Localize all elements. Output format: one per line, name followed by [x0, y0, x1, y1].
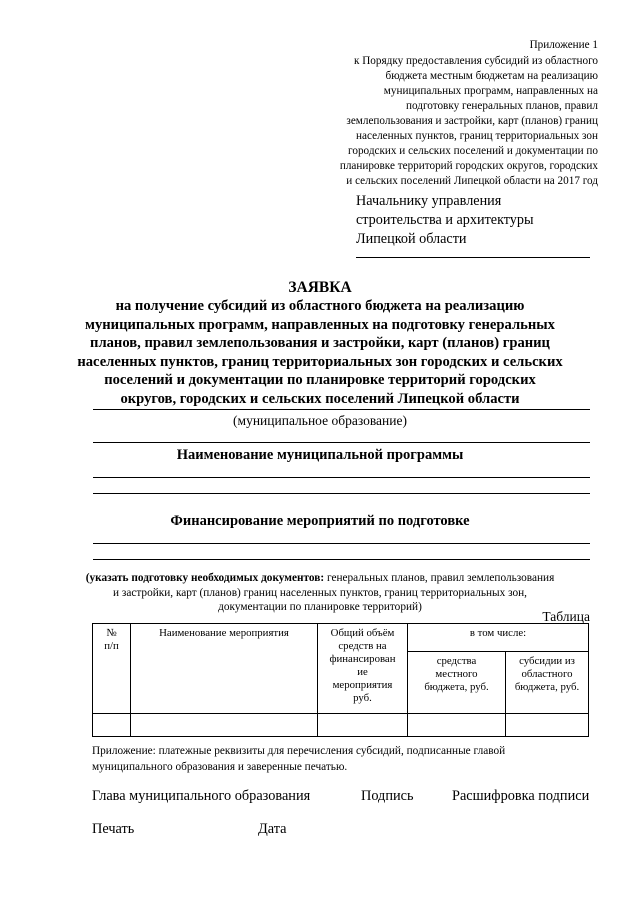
appendix-line: землепользования и застройки, карт (планов) границ — [346, 115, 598, 127]
addressee-line: Начальнику управления — [356, 193, 502, 209]
subtitle-line: округов, городских и сельских поселений Липецкой области — [120, 390, 520, 407]
appendix-line: планировке территорий городских округов, городских — [339, 160, 598, 172]
program-label: Наименование муниципальной программы — [176, 447, 464, 463]
appendix-line: и сельских поселений Липецкой области на 2017 год — [346, 175, 598, 187]
header-activity-name: Наименование мероприятия — [131, 624, 318, 714]
signature-decoding-label: Расшифровка подписи — [452, 788, 590, 804]
addressee-line: Липецкой области — [356, 231, 467, 247]
financing-field-line[interactable] — [93, 559, 590, 560]
table-row — [93, 714, 589, 737]
appendix-line: к Порядку предоставления субсидий из областного — [354, 55, 598, 67]
note-line — [80, 571, 560, 586]
subtitle-line: поселений и документации по планировке территорий городских — [104, 372, 536, 388]
appendix-line: населенных пунктов, границ территориальных зон — [356, 130, 598, 142]
appendix-header — [298, 38, 598, 189]
appendix-note — [92, 744, 505, 775]
table-cell[interactable] — [93, 714, 131, 737]
table-cell[interactable] — [131, 714, 318, 737]
documents-note — [80, 571, 560, 615]
header-total-amount: Общий объём средств на финансирован ие мероприятия руб. — [318, 624, 408, 714]
addressee-block — [356, 192, 534, 249]
note-bold: (указать подготовку необходимых документов: — [85, 572, 325, 584]
financing-label: Финансирование мероприятий по подготовке — [170, 513, 470, 529]
signature-head-label: Глава муниципального образования — [92, 788, 311, 804]
document-subtitle — [40, 297, 600, 408]
appendix-line: бюджета местным бюджетам на реализацию — [385, 70, 598, 82]
appendix-line: подготовку генеральных планов, правил — [406, 100, 598, 112]
appendix-note-line: муниципального образования и заверенные печатью. — [92, 760, 348, 773]
subtitle-line: муниципальных программ, направленных на подготовку генеральных — [85, 316, 555, 333]
signature-label: Подпись — [361, 788, 414, 804]
appendix-line: муниципальных программ, направленных на — [383, 85, 598, 97]
appendix-note-line: Приложение: платежные реквизиты для перечисления субсидий, подписанные главой — [92, 745, 506, 757]
header-local-budget: средства местного бюджета, руб. — [408, 652, 506, 714]
funding-table — [92, 623, 589, 737]
addressee-line: строительства и архитектуры — [356, 212, 534, 228]
financing-field-line[interactable] — [93, 543, 590, 544]
municipality-caption: (муниципальное образование) — [233, 413, 407, 428]
subtitle-line: на получение субсидий из областного бюджета на реализацию — [115, 298, 525, 314]
document-title: ЗАЯВКА — [288, 279, 352, 296]
municipality-field-line[interactable] — [93, 409, 590, 410]
program-field-line[interactable] — [93, 493, 590, 494]
table-cell[interactable] — [506, 714, 589, 737]
addressee-underline — [356, 257, 590, 258]
table-cell[interactable] — [408, 714, 506, 737]
program-field-line[interactable] — [93, 477, 590, 478]
header-regional-subsidy: субсидии из областного бюджета, руб. — [506, 652, 589, 714]
note-line: документации по планировке территорий) — [218, 601, 422, 613]
subtitle-line: населенных пунктов, границ территориальных зон городских и сельских — [77, 353, 563, 370]
subtitle-line: планов, правил землепользования и застройки, карт (планов) границ — [90, 335, 550, 351]
appendix-line: городских и сельских поселений и документации по — [348, 145, 598, 157]
appendix-title: Приложение 1 — [529, 39, 598, 51]
note-rest: генеральных планов, правил землепользования — [324, 572, 555, 584]
table-cell[interactable] — [318, 714, 408, 737]
stamp-label: Печать — [92, 821, 135, 837]
date-label: Дата — [258, 821, 287, 837]
table-label: Таблица — [542, 609, 590, 624]
header-number: № п/п — [93, 624, 131, 714]
note-line: и застройки, карт (планов) границ населенных пунктов, границ территориальных зон, — [112, 586, 528, 599]
program-name-line-top[interactable] — [93, 442, 590, 443]
header-including: в том числе: — [408, 624, 589, 652]
